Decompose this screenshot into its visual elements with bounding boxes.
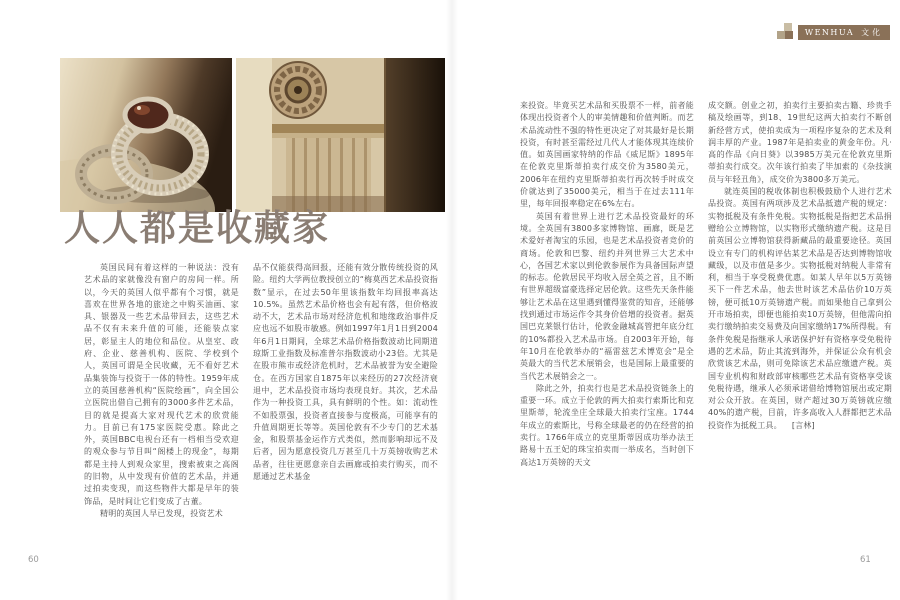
section-name: 文化 [861, 28, 884, 37]
paragraph: 精明的英国人早已发现，投资艺术 [100, 508, 223, 518]
paragraph [708, 186, 892, 432]
right-page-column-2 [708, 100, 892, 515]
rings-illustration [60, 58, 232, 212]
paragraph: 英国民间有着这样的一种说法：没有艺术品的家就像没有窗户的房间一样。所以，今天的英国人似乎都有个习惯，就是喜欢在世界各地的旅途之中购买油画、家具、银器及一些艺术品带回去，这些艺术品不仅有未来升值的可能，还能装点家居，彰显主人的地位和品位。从皇室、政府、企业、慈善机构、医院、学校到个人，英国可谓是全民收藏，无不看好艺术品集装饰与投资于一体的特性。1959年成立的英国慈善机构“医院绘画”，向全国公立医院出借自己拥有的3000多件艺术品，目的就是提高大家对现代艺术的欣赏能力。目前已有175家医院受惠。除此之外，英国BBC电视台还有一档相当受欢迎的观众参与节目叫“阁楼上的现金”，每期都是主持人到观众家里，搜索被束之高阁的旧物，从中发现有价值的艺术品，并通过拍卖变现，而这些物件大都是早年的装饰品，是时间让它们变成了古董。 [84, 263, 239, 506]
paragraph: 英国有着世界上进行艺术品投资最好的环境。全英国有3800多家博物馆、画廊，既是艺术爱好者淘宝的乐园，也是艺术品投资者竞价的商场。伦敦和巴黎、纽约并列世界三大艺术中心，各国艺术家以到伦敦参展作为具备国际声望的标志。伦敦居民平均收入居全英之首，且不断有世界超级富豪选择定居伦敦。这些先天条件能够让艺术品在这里遇到懂得鉴赏的知音，还能够找到通过市场运作令其身价倍增的投资者。据英国巴克莱银行估计，伦敦金融城高管把年底分红的10%都投入艺术品市场。自2003年开始，每年10月在伦敦举办的“福雷兹艺术博览会”是全英最大的当代艺术展销会，也是国际上最重要的当代艺术展销会之一。 [520, 211, 694, 381]
center-fold-shadow [446, 0, 458, 600]
paragraph: 品不仅能获得高回报，还能有效分散传统投资的风险。纽约大学两位教授创立的“梅莫西艺术品投资指数”显示，在过去50年里该指数年均回报率高达10.5%。虽然艺术品价格也会有起有落，但价格波动不大，艺术品市场对经济危机和地缘政治事件反应也远不如股市敏感。例如1997年1月1日到2004年6月1日期间，全球艺术品价格指数波动比同期道琼斯工业指数及标准普尔指数波动小23倍。尤其是在股市熊市或经济危机时，艺术品被誉为安全避险仓。在西方国家自1875年以来经历的27次经济衰退中，艺术品投资市场均表现良好。其次，艺术品作为一种投资工具，具有鲜明的个性。如：流动性不如股票强，投资者直接参与度极高，可能享有的升值周期更长等等。英国伦敦有不少专门的艺术基金，和股票基金运作方式类似，然而影响却远不及后者，因为愿意投资几万甚至几十万英镑收购艺术品者，往往更愿意亲自去画廊或拍卖行购买，而不愿通过艺术基金 [253, 263, 438, 482]
paragraph: 除此之外，拍卖行也是艺术品投资链条上的重要一环。成立于伦敦的两大拍卖行索斯比和克里斯蒂，轮流坐庄全球最大拍卖行宝座。1744年成立的索斯比，号称全球最老的仍在经营的拍卖行。1766年成立的克里斯蒂因成功举办法王路易十五王妃的珠宝拍卖而一举成名，当时创下高达1万英镑的天文 [520, 383, 694, 467]
article-title: 人人都是收藏家 [64, 208, 331, 249]
photo-rings [60, 58, 232, 212]
left-page-column-1 [84, 262, 239, 520]
paragraph: 成交额。创业之初，拍卖行主要拍卖古籍、珍贵手稿及绘画等，到18、19世纪这两大拍卖行不断创新经营方式，使拍卖成为一项程序复杂的艺术及利润丰厚的产业。1987年是拍卖业的黄金年份。凡·高的作品《向日葵》以3985万美元在伦敦克里斯蒂拍卖行成交。次年该行拍卖了毕加索的《杂技演员与年轻丑角》，成交价为3800多万美元。 [708, 101, 892, 184]
left-page-column-2 [253, 262, 438, 520]
page-number-left: 60 [28, 555, 39, 565]
page-number-right: 61 [860, 555, 871, 565]
paragraph: 来投资。毕竟买艺术品和买股票不一样，前者能体现出投资者个人的审美情趣和价值判断。而艺术品流动性不强的特性更决定了对其最好是长期投资，有时甚至需经过几代人才能体现其连续价值。如英国画家特纳的作品《威尼斯》1895年在伦敦克里斯蒂拍卖行成交价为3580美元，2006年在纽约克里斯蒂拍卖行再次转手时成交价就达到了35000美元，相当于在过去111年里，每年回报率稳定在6%左右。 [520, 101, 694, 209]
magazine-name: WENHUA [804, 28, 855, 37]
section-band [798, 25, 890, 40]
author-credit: [言林] [791, 420, 815, 430]
checker-pixels-icon [777, 23, 794, 40]
photo-architecture [236, 58, 445, 212]
section-masthead [777, 23, 890, 40]
paragraph-text: 就连英国的税收体制也积极鼓励个人进行艺术品投资。英国有两项涉及艺术品抵遗产税的规定：实物抵税及有条件免税。实物抵税是指把艺术品捐赠给公立博物馆，以实物形式缴纳遗产税。这是目前英国公立博物馆获得新藏品的最重要途径。英国设立有专门的机构评估某艺术品是否达到博物馆收藏级，以及市值是多少。实物抵税对纳税人非常有利，相当于享受税费优惠。如某人早年以5万英镑买下一件艺术品，他去世时该艺术品估价10万英镑，便可抵10万英镑遗产税。而如果他自己拿到公开市场拍卖，即便也能拍卖10万英镑，但他需向拍卖行缴纳拍卖交易费及向国家缴纳17%所得税。有条件免税是指继承人承诺保护好有资格享受免税待遇的艺术品，防止其流到海外，并保证公众有机会欣赏该艺术品，则可免除该艺术品应缴遗产税。英国专业机构和财政部审核哪些艺术品有资格享受该免税待遇，继承人必须承诺借给博物馆展出或定期对公众开放。在英国，财产超过30万英镑就应缴40%的遗产税，目前，许多高收入人群都把艺术品投资作为抵税工具。 [708, 187, 892, 430]
right-page-column-1 [520, 100, 694, 530]
architecture-illustration [236, 58, 445, 212]
